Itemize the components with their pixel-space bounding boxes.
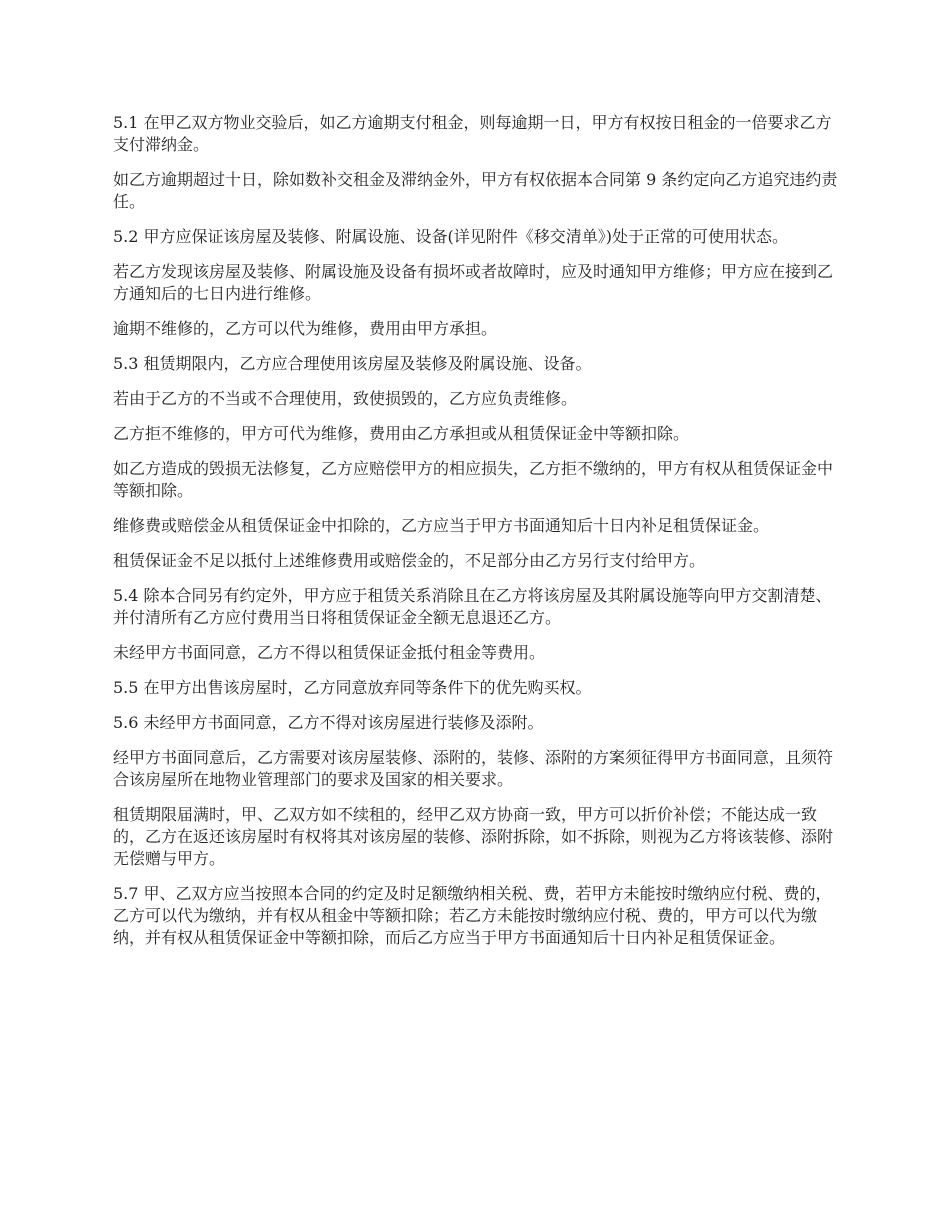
paragraph-5-1: 5.1 在甲乙双方物业交验后，如乙方逾期支付租金，则每逾期一日，甲方有权按日租金的一倍要求乙方支付滞纳金。 <box>113 113 832 154</box>
paragraph-5-3-replenish: 维修费或赔偿金从租赁保证金中扣除的，乙方应当于甲方书面通知后十日内补足租赁保证金。 <box>113 516 770 535</box>
paragraph-5-6-approval: 经甲方书面同意后，乙方需要对该房屋装修、添附的，装修、添附的方案须征得甲方书面同意，且须符合该房屋所在地物业管理部门的要求及国家的相关要求。 <box>113 748 834 789</box>
document-body <box>113 112 843 962</box>
paragraph-5-2-no-repair: 逾期不维修的，乙方可以代为维修，费用由甲方承担。 <box>113 319 498 338</box>
paragraph-5-2-notify: 若乙方发现该房屋及装修、附属设施及设备有损坏或者故障时，应及时通知甲方维修；甲方应在接到乙方通知后的七日内进行维修。 <box>113 262 834 303</box>
paragraph-5-6: 5.6 未经甲方书面同意，乙方不得对该房屋进行装修及添附。 <box>113 713 544 732</box>
paragraph-5-4-no-offset: 未经甲方书面同意，乙方不得以租赁保证金抵付租金等费用。 <box>113 643 546 662</box>
paragraph-5-2: 5.2 甲方应保证该房屋及装修、附属设施、设备(详见附件《移交清单》)处于正常的可使用状态。 <box>113 227 789 246</box>
paragraph-5-6-expiry: 租赁期限届满时，甲、乙双方如不续租的，经甲乙双方协商一致，甲方可以折价补偿；不能达成一致的，乙方在返还该房屋时有权将其对该房屋的装修、添附拆除，如不拆除，则视为乙方将该装修、添附无偿赠与甲方。 <box>113 805 834 868</box>
paragraph-5-7: 5.7 甲、乙双方应当按照本合同的约定及时足额缴纳相关税、费，若甲方未能按时缴纳应付税、费的，乙方可以代为缴纳，并有权从租金中等额扣除；若乙方未能按时缴纳应付税、费的，甲方可以代为缴纳，并有权从租赁保证金中等额扣除，而后乙方应当于甲方书面通知后十日内补足租赁保证金。 <box>113 884 832 947</box>
paragraph-5-1-overdue: 如乙方逾期超过十日，除如数补交租金及滞纳金外，甲方有权依据本合同第 9 条约定向乙方追究违约责任。 <box>113 170 838 211</box>
paragraph-5-3: 5.3 租赁期限内，乙方应合理使用该房屋及装修及附属设施、设备。 <box>113 354 592 373</box>
paragraph-5-5: 5.5 在甲方出售该房屋时，乙方同意放弃同等条件下的优先购买权。 <box>113 678 592 697</box>
paragraph-5-4: 5.4 除本合同另有约定外，甲方应于租赁关系消除且在乙方将该房屋及其附属设施等向甲方交割清楚、并付清所有乙方应付费用当日将租赁保证金全额无息退还乙方。 <box>113 586 832 627</box>
paragraph-5-3-insufficient: 租赁保证金不足以抵付上述维修费用或赔偿金的，不足部分由乙方另行支付给甲方。 <box>113 551 706 570</box>
paragraph-5-3-damage: 若由于乙方的不当或不合理使用，致使损毁的，乙方应负责维修。 <box>113 389 578 408</box>
paragraph-5-3-refuse: 乙方拒不维修的，甲方可代为维修，费用由乙方承担或从租赁保证金中等额扣除。 <box>113 424 690 443</box>
paragraph-5-3-compensate: 如乙方造成的毁损无法修复，乙方应赔偿甲方的相应损失，乙方拒不缴纳的，甲方有权从租赁保证金中等额扣除。 <box>113 459 834 500</box>
